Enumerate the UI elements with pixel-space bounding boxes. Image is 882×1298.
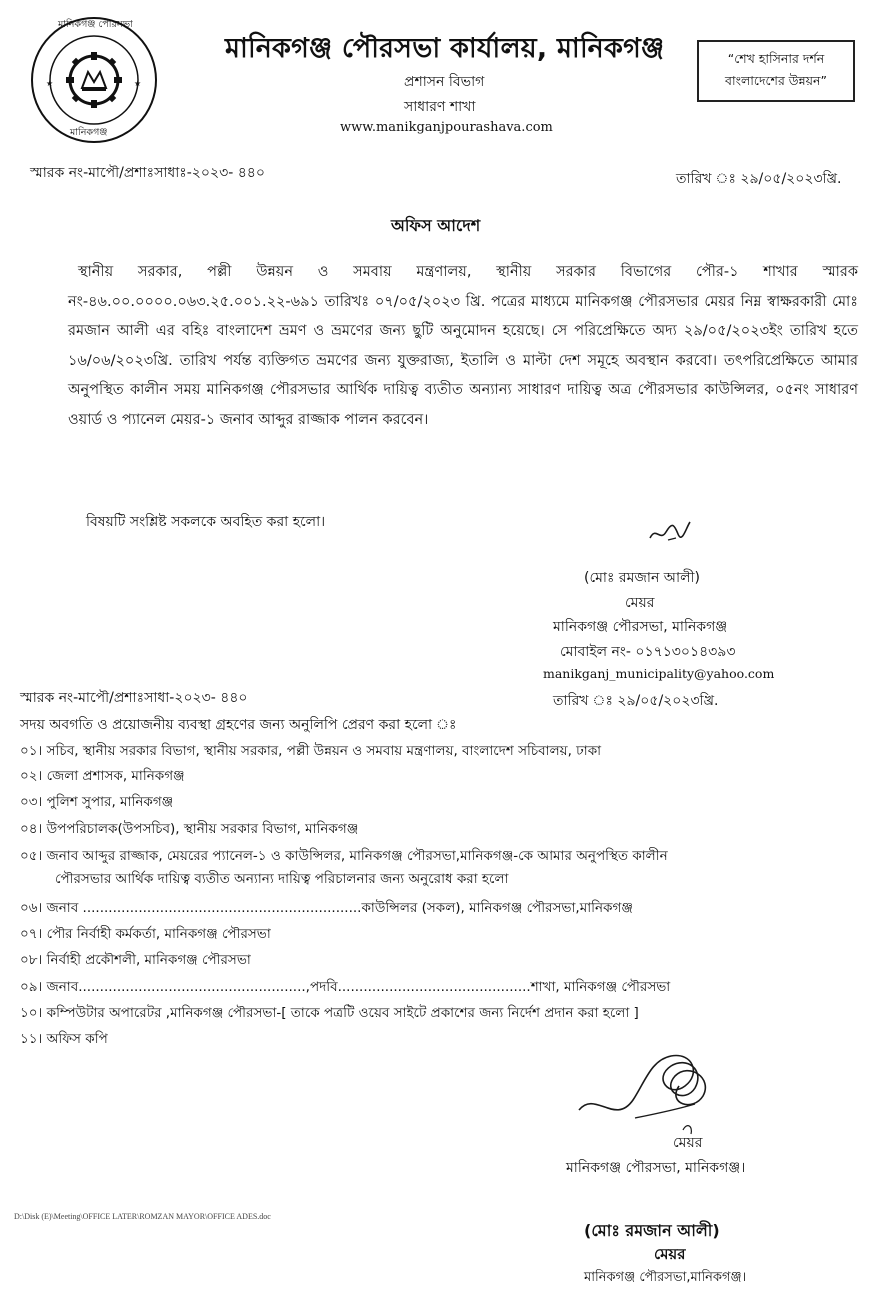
copy-item-continued: পৌরসভার আর্থিক দায়িত্ব ব্যতীত অন্যান্য দায়িত্ব পরিচালনার জন্য অনুরোধ করা হলো [55, 871, 509, 887]
copy-intro: সদয় অবগতি ও প্রয়োজনীয় ব্যবস্থা গ্রহণের জন্য অনুলিপি প্রেরণ করা হলো ঃ [20, 717, 457, 733]
copy-memo-number: স্মারক নং-মাপৌ/প্রশাঃসাধা-২০২৩- ৪৪০ [20, 690, 248, 706]
stamp-office: মানিকগঞ্জ পৌরসভা,মানিকগঞ্জ। [584, 1270, 747, 1285]
stamp-designation: মেয়র [654, 1245, 686, 1263]
signatory-office: মানিকগঞ্জ পৌরসভা, মানিকগঞ্জ [553, 619, 728, 635]
copy-item: ১০। কম্পিউটার অপারেটর ,মানিকগঞ্জ পৌরসভা-[ তাকে পত্রটি ওয়েব সাইটে প্রকাশের জন্য নির্দেশ প্রদান করা হলো ] [20, 1005, 639, 1021]
copy-item: ০৫। জনাব আব্দুর রাজ্জাক, মেয়রের প্যানেল-১ ও কাউন্সিলর, মানিকগঞ্জ পৌরসভা,মানিকগঞ্জ-কে আমার অনুপস্থিত কালীন [20, 848, 668, 864]
copy-item: ০৭। পৌর নির্বাহী কর্মকর্তা, মানিকগঞ্জ পৌরসভা [20, 926, 271, 942]
order-heading: অফিস আদেশ [391, 216, 481, 235]
copy-item: ০২। জেলা প্রশাসক, মানিকগঞ্জ [20, 768, 185, 784]
memo-number: স্মারক নং-মাপৌ/প্রশাঃসাধাঃ-২০২৩- ৪৪০ [30, 165, 265, 181]
seal-text-bottom: মানিকগঞ্জ [70, 127, 108, 138]
slogan-box [697, 40, 855, 102]
branch-name: সাধারণ শাখা [404, 99, 476, 115]
signature-2 [575, 1030, 735, 1140]
svg-text:★: ★ [46, 79, 54, 88]
signatory2-designation: মেয়র [673, 1135, 703, 1151]
signatory-email[interactable]: manikganj_municipality@yahoo.com [543, 666, 775, 681]
copy-item: ০১। সচিব, স্থানীয় সরকার বিভাগ, স্থানীয় সরকার, পল্লী উন্নয়ন ও সমবায় মন্ত্রণালয়, বাংলাদেশ সচিবালয়, ঢাকা [20, 743, 602, 759]
order-closing: বিষয়টি সংশ্লিষ্ট সকলকে অবহিত করা হলো। [86, 514, 326, 530]
copy-date: তারিখ ঃ ২৯/০৫/২০২৩খ্রি. [553, 693, 719, 709]
signatory-mobile: মোবাইল নং- ০১৭১৩০১৪৩৯৩ [560, 644, 736, 660]
signatory2-office: মানিকগঞ্জ পৌরসভা, মানিকগঞ্জ। [566, 1160, 746, 1176]
signature-1 [648, 518, 692, 546]
signatory-designation: মেয়র [625, 595, 655, 611]
copy-item: ০৪। উপপরিচালক(উপসচিব), স্থানীয় সরকার বিভাগ, মানিকগঞ্জ [20, 821, 359, 837]
signatory-name: (মোঃ রমজান আলী) [584, 570, 700, 586]
memo-date: তারিখ ঃ ২৯/০৫/২০২৩খ্রি. [676, 171, 842, 187]
copy-item: ০৯। জনাব.....................................................,পদবি.............................................শাখা, মানিকগঞ্জ পৌরসভা [20, 979, 671, 995]
svg-text:★: ★ [134, 79, 142, 88]
department-name: প্রশাসন বিভাগ [404, 74, 485, 90]
website-link[interactable]: www.manikganjpourashava.com [340, 120, 553, 135]
stamp-name: (মোঃ রমজান আলী) [584, 1221, 720, 1240]
file-path: D:\Disk (E)\Meeting\OFFICE LATER\ROMZAN MAYOR\OFFICE ADES.doc [14, 1212, 271, 1221]
slogan-line-2: বাংলাদেশের উন্নয়ন” [725, 73, 827, 88]
copy-item: ০৬। জনাব .................................................................কাউন্সিলর (সকল), মানিকগঞ্জ পৌরসভা,মানিকগঞ্জ [20, 900, 633, 916]
copy-item: ১১। অফিস কপি [20, 1031, 108, 1047]
slogan-line-1: “শেখ হাসিনার দর্শন [727, 51, 825, 66]
order-body [68, 258, 858, 435]
order-paragraph: স্থানীয় সরকার, পল্লী উন্নয়ন ও সমবায় মন্ত্রণালয়, স্থানীয় সরকার বিভাগের পৌর-১ শাখার স্মারক নং-৪৬.০০.০০০০.০৬৩.২৫.০০১.২২-৬৯১ তারিখঃ ০৭/০৫/২০২৩ খ্রি. পত্রের মাধ্যমে মানিকগঞ্জ পৌরসভার মেয়র নিম্ন স্বাক্ষরকারী মোঃ রমজান আলী এর বহিঃ বাংলাদেশ ভ্রমণ ও ভ্রমণের জন্য ছুটি অনুমোদন হয়েছে। সে পরিপ্রেক্ষিতে অদ্য ২৯/০৫/২০২৩ইং তারিখ হতে ১৬/০৬/২০২৩খ্রি. তারিখ পর্যন্ত ব্যক্তিগত ভ্রমণের জন্য যুক্তরাজ্য, ইতালি ও মাল্টা দেশ সমূহে অবস্থান করবো। তৎপরিপ্রেক্ষিতে আমার অনুপস্থিত কালীন সময় মানিকগঞ্জ পৌরসভার আর্থিক দায়িত্ব ব্যতীত অন্যান্য সাধারণ দায়িত্ব অত্র পৌরসভার কাউন্সিলর, ০৫নং সাধারণ ওয়ার্ড ও প্যানেল মেয়র-১ জনাব আব্দুর রাজ্জাক পালন করবেন। [68, 264, 858, 428]
office-title: মানিকগঞ্জ পৌরসভা কার্যালয়, মানিকগঞ্জ [225, 33, 665, 64]
seal-text-top: মানিকগঞ্জ পৌরসভা [58, 19, 133, 30]
municipality-seal [28, 14, 160, 146]
copy-item: ০৩। পুলিশ সুপার, মানিকগঞ্জ [20, 794, 174, 810]
copy-item: ০৮। নির্বাহী প্রকৌশলী, মানিকগঞ্জ পৌরসভা [20, 952, 251, 968]
